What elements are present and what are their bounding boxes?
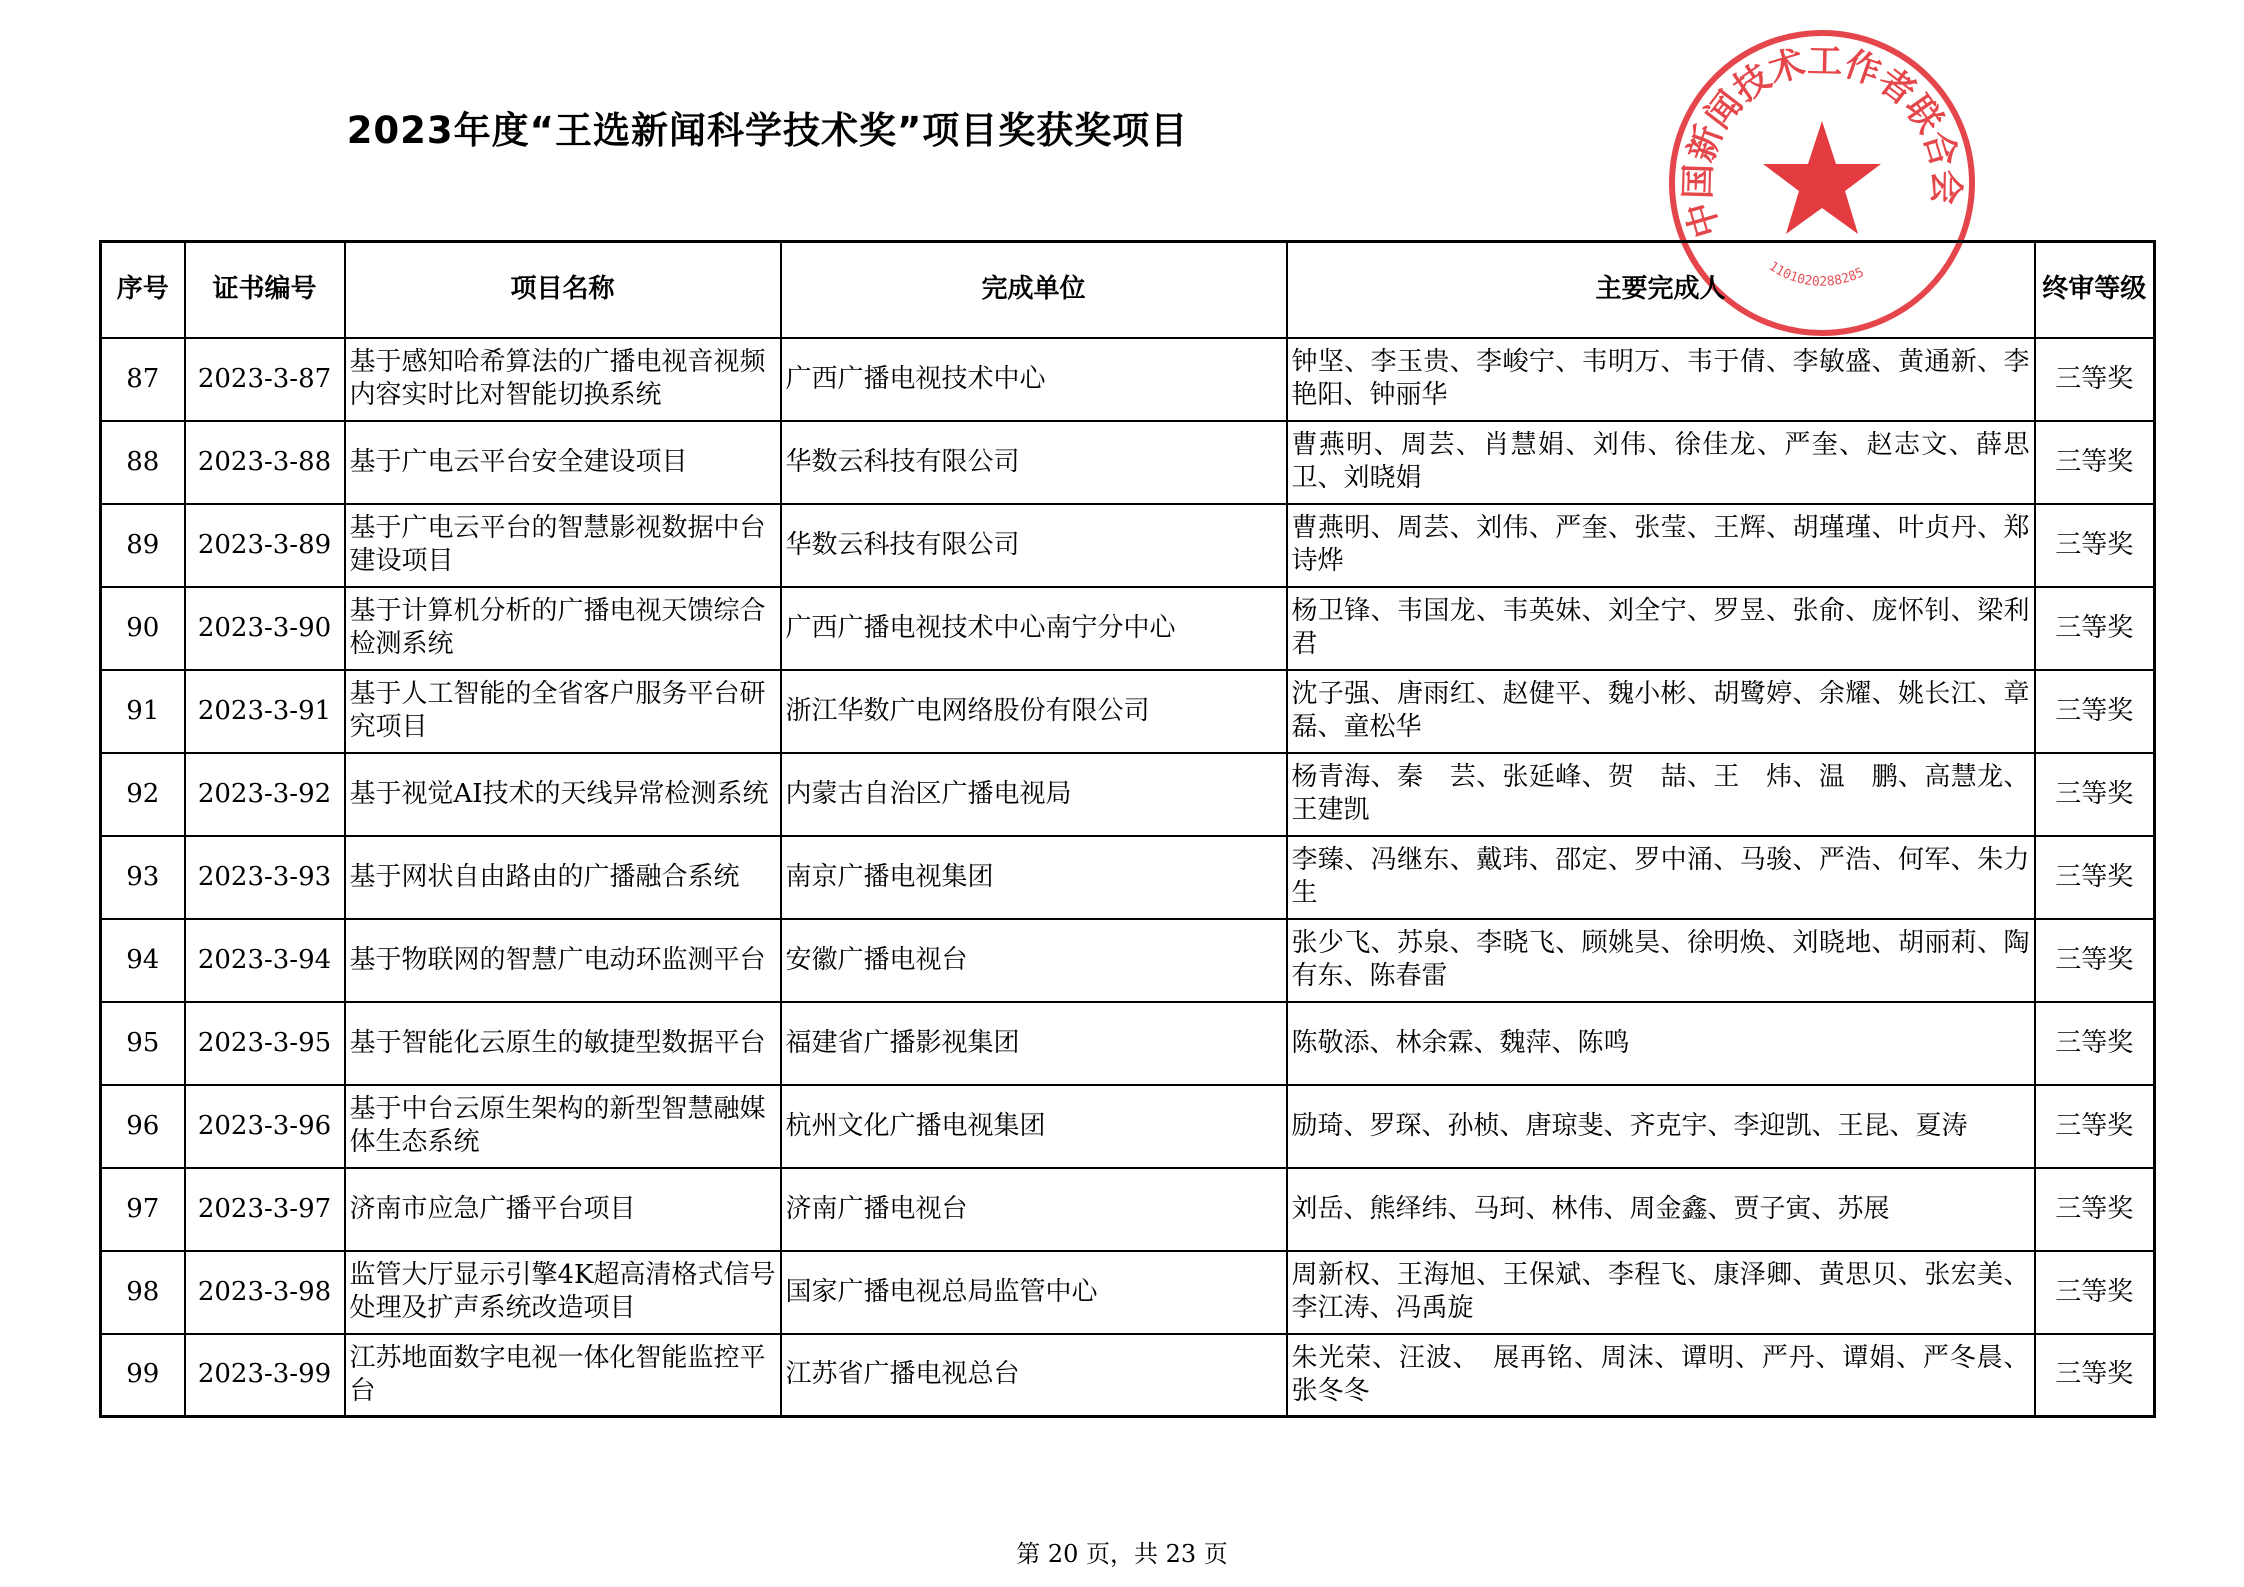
cell-persons: 刘岳、熊绎纬、马珂、林伟、周金鑫、贾子寅、苏展 [1287,1168,2035,1251]
cell-seq: 96 [101,1085,185,1168]
cell-cert: 2023-3-92 [185,753,345,836]
cell-persons: 曹燕明、周芸、刘伟、严奎、张莹、王辉、胡瑾瑾、叶贞丹、郑诗烨 [1287,504,2035,587]
table-header-row [101,242,2155,338]
awards-table [99,240,2156,1418]
cell-cert: 2023-3-91 [185,670,345,753]
cell-cert: 2023-3-95 [185,1002,345,1085]
cell-project: 基于中台云原生架构的新型智慧融媒体生态系统 [345,1085,781,1168]
table-row [101,836,2155,919]
cell-seq: 87 [101,338,185,421]
cell-project: 基于网状自由路由的广播融合系统 [345,836,781,919]
header-grade: 终审等级 [2035,242,2155,338]
cell-persons: 陈敬添、林余霖、魏萍、陈鸣 [1287,1002,2035,1085]
cell-cert: 2023-3-89 [185,504,345,587]
cell-project: 基于物联网的智慧广电动环监测平台 [345,919,781,1002]
cell-project: 基于人工智能的全省客户服务平台研究项目 [345,670,781,753]
cell-persons: 杨青海、秦 芸、张延峰、贺 喆、王 炜、温 鹏、高慧龙、王建凯 [1287,753,2035,836]
cell-grade: 三等奖 [2035,1168,2155,1251]
cell-cert: 2023-3-90 [185,587,345,670]
header-unit: 完成单位 [781,242,1287,338]
cell-persons: 周新权、王海旭、王保斌、李程飞、康泽卿、黄思贝、张宏美、李江涛、冯禹旋 [1287,1251,2035,1334]
table-row [101,1085,2155,1168]
cell-seq: 93 [101,836,185,919]
cell-unit: 内蒙古自治区广播电视局 [781,753,1287,836]
cell-seq: 94 [101,919,185,1002]
cell-grade: 三等奖 [2035,587,2155,670]
cell-seq: 90 [101,587,185,670]
cell-seq: 97 [101,1168,185,1251]
seal-text: 中国新闻技术工作者联合会 [1678,41,1966,242]
page-title: 2023年度“王选新闻科学技术奖”项目奖获奖项目 [346,109,1189,152]
cell-unit: 江苏省广播电视总台 [781,1334,1287,1417]
seal-star-icon [1763,121,1881,234]
cell-persons: 钟坚、李玉贵、李峻宁、韦明万、韦于倩、李敏盛、黄通新、李艳阳、钟丽华 [1287,338,2035,421]
table-row [101,753,2155,836]
cell-project: 济南市应急广播平台项目 [345,1168,781,1251]
cell-grade: 三等奖 [2035,1002,2155,1085]
table-row [101,1168,2155,1251]
cell-unit: 华数云科技有限公司 [781,504,1287,587]
cell-unit: 广西广播电视技术中心 [781,338,1287,421]
table-row [101,919,2155,1002]
header-cert: 证书编号 [185,242,345,338]
cell-grade: 三等奖 [2035,338,2155,421]
cell-cert: 2023-3-94 [185,919,345,1002]
table-row [101,421,2155,504]
cell-project: 监管大厅显示引擎4K超高清格式信号处理及扩声系统改造项目 [345,1251,781,1334]
cell-persons: 朱光荣、汪波、 展再铭、周沫、谭明、严丹、谭娟、严冬晨、张冬冬 [1287,1334,2035,1417]
cell-project: 基于计算机分析的广播电视天馈综合检测系统 [345,587,781,670]
table-row [101,504,2155,587]
cell-seq: 89 [101,504,185,587]
cell-grade: 三等奖 [2035,670,2155,753]
header-seq: 序号 [101,242,185,338]
cell-cert: 2023-3-96 [185,1085,345,1168]
cell-seq: 88 [101,421,185,504]
table-row [101,1334,2155,1417]
cell-seq: 91 [101,670,185,753]
cell-cert: 2023-3-87 [185,338,345,421]
cell-seq: 95 [101,1002,185,1085]
table-row [101,670,2155,753]
cell-seq: 98 [101,1251,185,1334]
cell-project: 江苏地面数字电视一体化智能监控平台 [345,1334,781,1417]
table-row [101,338,2155,421]
cell-unit: 广西广播电视技术中心南宁分中心 [781,587,1287,670]
cell-grade: 三等奖 [2035,421,2155,504]
cell-unit: 安徽广播电视台 [781,919,1287,1002]
cell-persons: 李臻、冯继东、戴玮、邵定、罗中涌、马骏、严浩、何军、朱力生 [1287,836,2035,919]
cell-grade: 三等奖 [2035,836,2155,919]
cell-persons: 励琦、罗琛、孙桢、唐琼斐、齐克宇、李迎凯、王昆、夏涛 [1287,1085,2035,1168]
cell-cert: 2023-3-93 [185,836,345,919]
cell-grade: 三等奖 [2035,1334,2155,1417]
table-row [101,1251,2155,1334]
cell-persons: 张少飞、苏泉、李晓飞、顾姚昊、徐明焕、刘晓地、胡丽莉、陶有东、陈春雷 [1287,919,2035,1002]
table-row [101,587,2155,670]
cell-unit: 南京广播电视集团 [781,836,1287,919]
cell-persons: 沈子强、唐雨红、赵健平、魏小彬、胡鹭婷、余耀、姚长江、章磊、童松华 [1287,670,2035,753]
cell-project: 基于智能化云原生的敏捷型数据平台 [345,1002,781,1085]
cell-grade: 三等奖 [2035,1251,2155,1334]
cell-unit: 福建省广播影视集团 [781,1002,1287,1085]
cell-unit: 浙江华数广电网络股份有限公司 [781,670,1287,753]
cell-cert: 2023-3-99 [185,1334,345,1417]
cell-project: 基于广电云平台安全建设项目 [345,421,781,504]
cell-unit: 杭州文化广播电视集团 [781,1085,1287,1168]
cell-unit: 华数云科技有限公司 [781,421,1287,504]
cell-project: 基于广电云平台的智慧影视数据中台建设项目 [345,504,781,587]
cell-cert: 2023-3-88 [185,421,345,504]
cell-seq: 92 [101,753,185,836]
cell-grade: 三等奖 [2035,1085,2155,1168]
cell-unit: 济南广播电视台 [781,1168,1287,1251]
header-project: 项目名称 [345,242,781,338]
cell-seq: 99 [101,1334,185,1417]
cell-grade: 三等奖 [2035,919,2155,1002]
cell-unit: 国家广播电视总局监管中心 [781,1251,1287,1334]
table-row [101,1002,2155,1085]
cell-persons: 杨卫锋、韦国龙、韦英妹、刘全宁、罗昱、张俞、庞怀钊、梁利君 [1287,587,2035,670]
cell-cert: 2023-3-97 [185,1168,345,1251]
header-persons: 主要完成人 [1287,242,2035,338]
cell-persons: 曹燕明、周芸、肖慧娟、刘伟、徐佳龙、严奎、赵志文、薛思卫、刘晓娟 [1287,421,2035,504]
page-footer: 第 20 页，共 23 页 [1016,1540,1228,1568]
cell-project: 基于视觉AI技术的天线异常检测系统 [345,753,781,836]
cell-project: 基于感知哈希算法的广播电视音视频内容实时比对智能切换系统 [345,338,781,421]
cell-grade: 三等奖 [2035,753,2155,836]
cell-grade: 三等奖 [2035,504,2155,587]
cell-cert: 2023-3-98 [185,1251,345,1334]
seal-code: 1101020288285 [1766,258,1867,290]
